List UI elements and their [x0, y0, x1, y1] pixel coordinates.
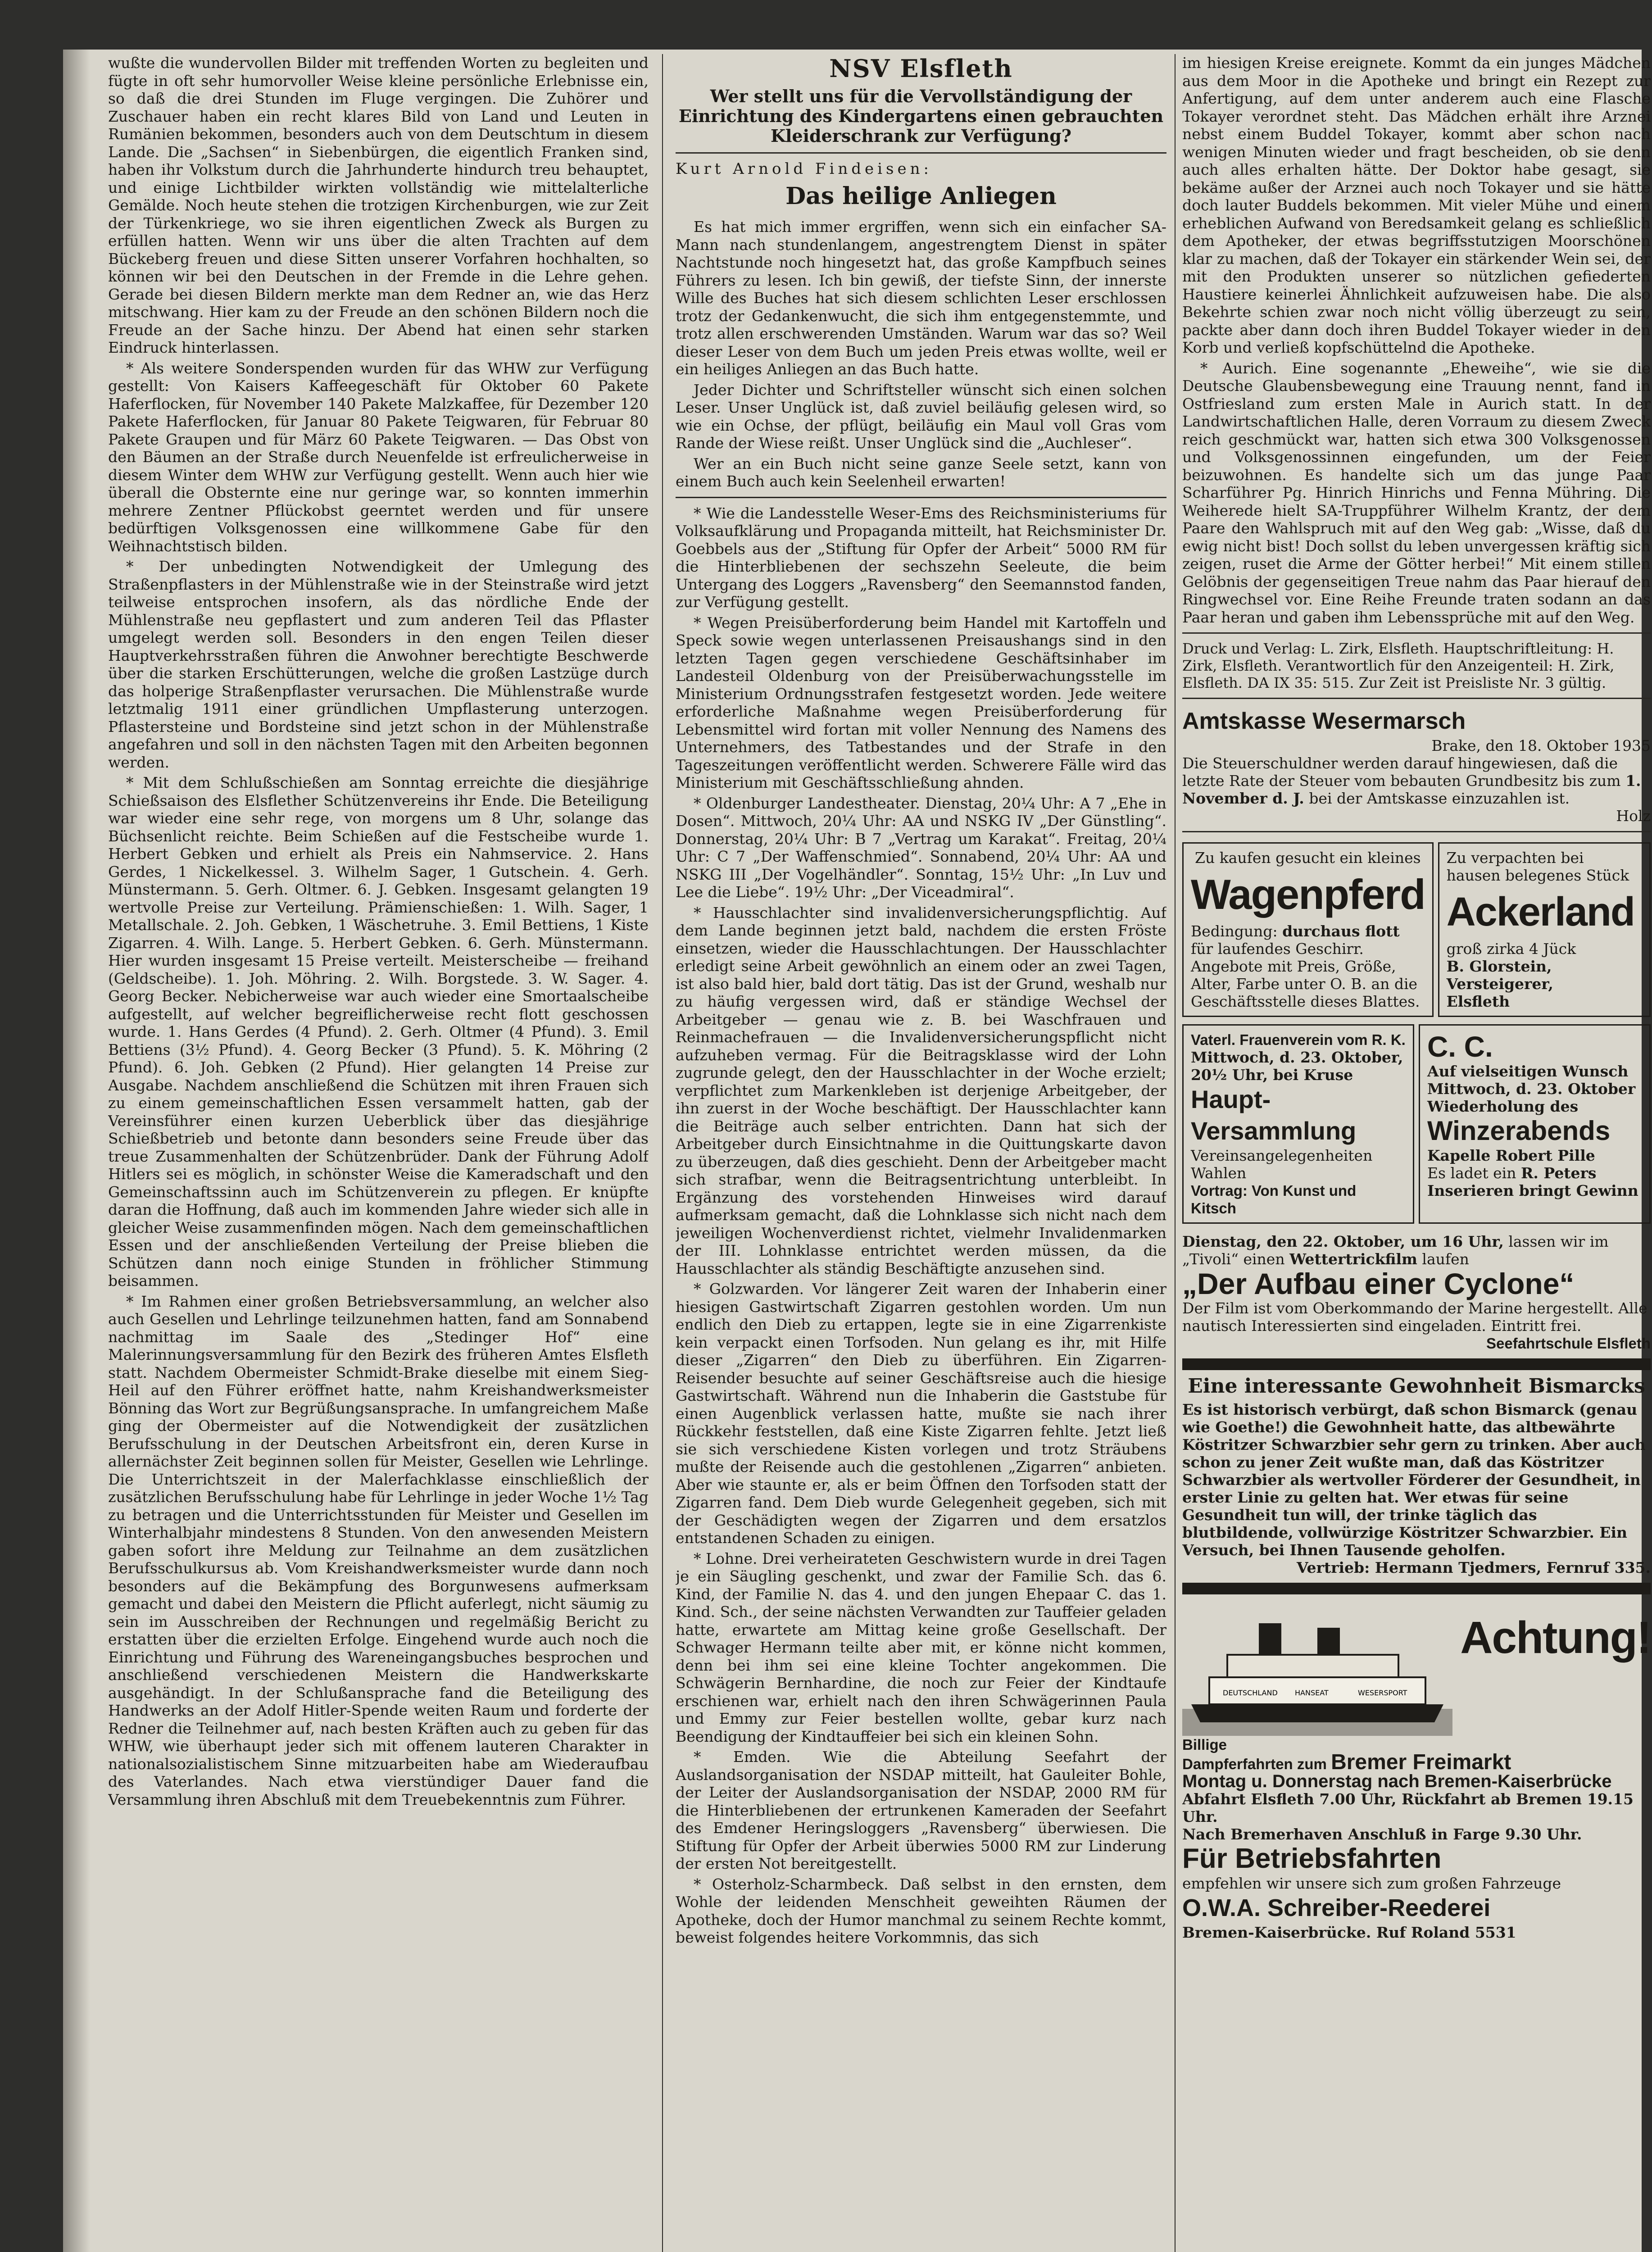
ad-wagenpferd: Zu kaufen gesucht ein kleines Wagenpferd Bedingung: durchaus flott für laufendes Geschirr. Angebote mit Preis, Größe, Alter, Farbe unter O. B. an die Geschäftsstelle dieses Blattes. — [1182, 842, 1434, 1017]
article-painters-guild: * Im Rahmen einer großen Betriebsversammlung, an welcher also auch Gesellen und Lehrlinge teilzunehmen hatten, fand am Sonnabend nachmittag im Saale des „Stedinger Hof“ eine Malerinnungsversammlung für den Bezirk des früheren Amtes Elsfleth statt. Nachdem Obermeister Schmidt-Brake dieselbe mit einem Sieg-Heil auf den Führer eröffnet hatte, nahm Kreishandwerksmeister Bönning das Wort zur Begrüßungsansprache. In umfangreichem Maße ging der Obermeister auf die Notwendigkeit der zusätzlichen Berufsschulung in der Deutschen Arbeitsfront ein, deren Kurse in allernächster Zeit beginnen sollen für Meister, Gesellen wie Lehrlinge. Die Unterrichtszeit in der Malerfachklasse einschließlich der zusätzlichen Berufsschulung habe für Lehrlinge in jeder Woche 1½ Tag zu betragen und die Unterrichtsstunden für Meister und Gesellen im Winterhalbjahr mindestens 8 Stunden. Von den anwesenden Meistern gaben sofort ihre Meldung zur Teilnahme an dem zusätzlichen Berufsschulkursus ab. Vom Kreishandwerksmeister wurde dann noch besonders auf die Bekämpfung des Borgunwesens aufmerksam gemacht und dabei den Meistern die Pflicht auferlegt, nicht säumig zu sein im Ausschreiben der Rechnungen und regelmäßig Bericht zu erstatten über die erzielten Erfolge. Eingehend wurde auch noch die Einrichtung und Führung des Wareneingangsbuches besprochen und anschließend verschiedenen Meistern die Handwerkskarte ausgehändigt. In der Schlußansprache fand die Beteiligung des Handwerks an der Adolf Hitler-Spende weiten Raum und forderte der Redner die Teilnehmer auf, nach besten Kräften auch zu geben für das WHW, wie überhaupt jeder sich mit offenem lauteren Charakter in nationalsozialistischem Sinne mitzuarbeiten habe am Wiederaufbau des Vaterlandes. Nach etwa vierstündiger Dauer fand die Versammlung ihren Abschluß mit dem Treuebekenntnis zum Führer. — [108, 1292, 649, 1808]
notice-date: Brake, den 18. Oktober 1935 — [1431, 737, 1651, 754]
news-golzwarden: * Golzwarden. Vor längerer Zeit waren der Inhaberin einer hiesigen Gastwirtschaft Zigarren gestohlen worden. Um nun endlich den Dieb zu ertappen, legte sie in eine Zigarrenkiste kein verpackt einen Torfsoden. Nun gelang es ihr, mit Hilfe dieser „Zigarren“ den Dieb zu überführen. Ein Zigarren-Reisender besuchte auf seiner Geschäftsreise auch die hiesige Gastwirtschaft. Während nun die Inhaberin die Gaststube für einen Augenblick verlassen hatte, mußte sie nach ihrer Rückkehr feststellen, daß eine Kiste Zigarren fehlte. Jetzt ließ sie sich verschiedene Kisten vorlegen und trotz Sträubens mußte der Reisende auch die gestohlenen „Zigarren“ anbieten. Aber wie staunte er, als er beim Öffnen den Torfsoden statt der Zigarren fand. Dem Dieb wurde Gelegenheit gegeben, sich mit der Geschädigten wegen der Zigarren und dem ersatzlos entstandenen Schaden zu einigen. — [676, 1280, 1166, 1547]
article-whw-donations: * Als weitere Sonderspenden wurden für das WHW zur Verfügung gestellt: Von Kaisers Kaffeegeschäft für Oktober 60 Pakete Haferflocken, für November 140 Pakete Malzkaffee, für Dezember 120 Pakete Haferflocken, für Januar 80 Pakete Teigwaren, für Februar 80 Pakete Graupen und für März 60 Pakete Teigwaren. — Das Obst von den Bäumen an der Straße durch Neuenfelde ist erfreulicherweise in diesem Winter dem WHW zur Verfügung gestellt. Wenn auch hier wie überall die Obsternte eine nur geringe war, so konnten immerhin mehrere Zentner Pflückobst geerntet werden und für unsere bedürftigen Volksgenossen eine willkommene Gabe für den Weihnachtstisch bilden. — [108, 359, 649, 555]
divider — [676, 152, 1166, 154]
ship-name-label: WESERSPORT — [1358, 1689, 1407, 1697]
ad-ackerland-title: Ackerland — [1446, 890, 1634, 935]
divider — [1182, 831, 1651, 832]
ad-freimarkt: Bremer Freimarkt — [1331, 1750, 1511, 1774]
story-paragraph: Wer an ein Buch nicht seine ganze Seele setzt, kann von einem Buch auch kein Seelenheil erwarten! — [676, 454, 1166, 490]
column-rule-1 — [662, 54, 663, 2252]
divider-bar — [1182, 1358, 1651, 1370]
ad-cyclone-title: „Der Aufbau einer Cyclone“ — [1182, 1267, 1575, 1300]
ship-name-label: HANSEAT — [1295, 1689, 1329, 1697]
story-continuation: im hiesigen Kreise ereignete. Kommt da ein junges Mädchen aus dem Moor in die Apotheke und bringt ein Rezept zur Anfertigung, auf dem unter anderem auch eine Flasche Tokayer verordnet steht. Das Mädchen erhält ihre Arznei nebst einem Buddel Tokayer, kommt aber schon nach wenigen Minuten wieder und fragt bescheiden, ob sie denn auch alles erhalten hätte. Der Doktor habe gesagt, sie bekäme außer der Arznei auch noch Tokayer und sie hätte doch lauter Buddels bekommen. Mit vieler Mühe und einem erheblichen Aufwand von Beredsamkeit gelang es schließlich dem Apotheker, der etwas begriffsstutzigen Moorschönen klar zu machen, daß der Tokayer ein stärkender Wein sei, der mit den Produkten unserer so nützlichen gefiederten Haustiere keinerlei Ähnlichkeit aufzuweisen habe. Die also Bekehrte schien zwar noch nicht völlig überzeugt zu sein, packte aber dann doch ihren Buddel Tokayer wieder in den Korb und verließ kopfschüttelnd die Apotheke. — [1182, 54, 1651, 356]
notice-title: Amtskasse Wesermarsch — [1182, 708, 1466, 734]
news-aurich: * Aurich. Eine sogenannte „Eheweihe“, wie sie die Deutsche Glaubensbewegung eine Trauung nennt, fand in Ostfriesland zum ersten Male in Aurich statt. In der Landwirtschaftlichen Halle, deren Vorraum zu diesem Zweck reich geschmückt war, hatten sich etwa 300 Volksgenossen und Volksgenossinnen eingefunden, um der Feier beizuwohnen. Es handelte sich um das junge Paar Scharführer Pg. Hinrich Hinrichs und Fenna Mühring. Die Weiherede hielt SA-Truppführer Wilhelm Krantz, der dem Paare den Wahlspruch mit auf den Weg gab: „Wisse, daß du ewig nicht bist! Doch sollst du leben unvergessen kräftig sich zeigen, ruset die Arme der Götter herbei!“ Mit einem stillen Gelöbnis der gegenseitigen Treue nahm das Paar hierauf den Ringwechsel vor. Eine Reihe Freunde traten sodann an das Paar heran und gaben ihm Lebenssprüche mit auf den Weg. — [1182, 359, 1651, 626]
news-price-control: * Wegen Preisüberforderung beim Handel mit Kartoffeln und Speck sowie wegen unterlassenen Preisaushangs sind in den letzten Tagen gegen verschiedene Geschäftsinhaber im Landesteil Oldenburg von der Preisüberwachungsstelle im Ministerium Ordnungsstrafen festgesetzt worden. Jede weitere erforderliche Maßnahme wegen Preisüberforderung für Lebensmittel wird fortan mit voller Nennung des Namens des Unternehmers, des Tatbestandes und der Strafe in den Tageszeitungen veröffentlicht werden. Schwerere Fälle wird das Ministerium mit Geschäftsschließung ahnden. — [676, 613, 1166, 791]
ad-reederei-name: O.W.A. Schreiber-Reederei — [1182, 1894, 1491, 1921]
divider — [1182, 698, 1651, 699]
news-goebbels-donation: * Wie die Landesstelle Weser-Ems des Reichsministeriums für Volksaufklärung und Propaganda mitteilt, hat Reichsminister Dr. Goebbels aus der „Stiftung für Opfer der Arbeit“ 5000 RM für die Hinterbliebenen der sechszehn Seeleute, die beim Untergang des Loggers „Ravensberg“ den Seemannstod fanden, zur Verfügung gestellt. — [676, 504, 1166, 611]
news-emden: * Emden. Wie die Abteilung Seefahrt der Auslandsorganisation der NSDAP mitteilt, hat Gauleiter Bohle, der Leiter der Auslandsorganisation der NSDAP, 2000 RM für die Hinterbliebenen der ertrunkenen Kameraden der Seefahrt des Emdener Heringsloggers „Ravensberg“ überwiesen. Die Stiftung für Opfer der Arbeit überwies 5000 RM zur Linderung der ersten Not bereitgestellt. — [676, 1748, 1166, 1872]
divider-bar — [1182, 1583, 1651, 1594]
news-lohne: * Lohne. Drei verheirateten Geschwistern wurde in drei Tagen je ein Säugling geschenkt, und zwar der Familie Sch. das 6. Kind, der Familie N. das 4. und den jungen Ehepaar C. das 1. Kind. Sch., der seine nächsten Verwandten zur Tauffeier geladen hatte, erwartete am Mittag keine große Gesellschaft. Der Schwager Hermann teilte aber mit, er könne nicht kommen, denn bei ihm sei eine kleine Tochter angekommen. Die Schwägerin Bernhardine, die noch zur Feier der Kindtaufe erschienen war, erhielt nach den ihren Schwägerinnen Paula und Emmy zur Feier bestellen wollte, gebar kurz nach Beendigung der Kindtauffeier bei sich ein kleinen Sohn. — [676, 1549, 1166, 1745]
notice-text: Die Steuerschuldner werden darauf hingewiesen, daß die letzte Rate der Steuer vom bebauten Grundbesitz bis zum 1. November d. J. bei der Amtskasse einzuzahlen ist. — [1182, 754, 1641, 807]
news-osterholz: * Osterholz-Scharmbeck. Daß selbst in den ernsten, dem Wohle der leidenden Menschheit geweihten Räumen der Apotheke, doch der Humor manchmal zu seinem Rechte kommt, beweist folgendes heitere Vorkommnis, das sich — [676, 1875, 1166, 1946]
divider — [676, 497, 1166, 498]
notice-amtskasse — [1182, 705, 1651, 825]
ad-schreiber-reederei: DEUTSCHLAND HANSEAT WESERSPORT Achtung! Billige Dampferfahrten zum Bremer Freimarkt Montag u. Donnerstag nach Bremen-Kaiserbrücke Abfahrt Elsfleth 7.00 Uhr, Rückfahrt ab Bremen 19.15 Uhr. Nach Bremerhaven Anschluß in Farge 9.30 Uhr. Für Betriebsfahrten empfehlen wir unsere sich zum großen Fahrzeuge O.W.A. Schreiber-Reederei Bremen-Kaiserbrücke. Ruf Roland 5531 — [1182, 1601, 1651, 1941]
ads-row-2 — [1182, 1021, 1651, 1227]
nsv-heading: NSV Elsfleth — [829, 54, 1013, 83]
ad-winzerabend-title: Winzerabends — [1427, 1116, 1611, 1146]
story-paragraph: Jeder Dichter und Schriftsteller wünscht sich einen solchen Leser. Unser Unglück ist, daß zuviel beiläufig gelesen wird, so wie ein Ochse, der pflügt, beiläufig ein Maul voll Gras vom Rande der Wiese reißt. Unser Unglück sind die „Auchleser“. — [676, 381, 1166, 452]
story-paragraph: Es hat mich immer ergriffen, wenn sich ein einfacher SA-Mann nach stundenlangem, angestrengtem Dienst in später Nachtstunde noch hingesetzt hat, das große Kampfbuch seines Führers zu lesen. Ich bin gewiß, der tiefste Sinn, der innerste Wille des Buches hat sich diesem schlichten Leser erschlossen trotz der Gedankenwucht, die sich ihm entgegenstemmte, und trotz allen erschwerenden Umständen. Warum war das so? Weil dieser Leser von dem Buch um jeden Preis etwas wollte, weil er ein heiliges Anliegen an das Buch hatte. — [676, 218, 1166, 378]
news-butchers-insurance: * Hausschlachter sind invalidenversicherungspflichtig. Auf dem Lande beginnen jetzt bald, nachdem die ersten Fröste einsetzen, wieder die Hausschlachtungen. Der Hausschlachter erledigt seine Arbeit gewöhnlich an einem oder an zwei Tagen, ist also bald hier, bald dort tätig. Das ist der Grund, weshalb nur zu häufig vergessen wird, daß er ständige Wechsel der Arbeitgeber — genau wie z. B. bei Waschfrauen und Reinmachefrauen — die Invalidenversicherungspflicht nicht aufzuheben vermag. Für die Beitragsklasse wird der Lohn zugrunde gelegt, den der Hausschlachter in der Woche erzielt; verpflichtet zum Markenkleben ist derjenige Arbeitgeber, der ihn zuerst in der Woche beschäftigt. Der Hausschlachter kann die Beiträge auch selber entrichten. Dann hat sich der Arbeitgeber durch Einsichtnahme in die Quittungskarte davon zu überzeugen, daß dies geschieht. Denn der Arbeitgeber macht sich strafbar, wenn die Beitragsentrichtung unterbleibt. In Ergänzung des vorstehenden Hinweises wird darauf aufmerksam gemacht, daß die Lohnklasse sich nicht nach dem jeweiligen Wochenverdienst richtet, vielmehr Invalidenmarken der III. Lohnklasse entrichtet werden müssen, da die Hausschlachter als ständig Beschäftigte anzusehen sind. — [676, 904, 1166, 1277]
news-theater-program: * Oldenburger Landestheater. Dienstag, 20¼ Uhr: A 7 „Ehe in Dosen“. Mittwoch, 20¼ Uhr: AA und NSKG IV „Der Günstling“. Donnerstag, 20¼ Uhr: B 7 „Vertrag um Karakat“. Freitag, 20¼ Uhr: C 7 „Der Waffenschmied“. Sonnabend, 20¼ Uhr: AA und NSKG III „Der Vogelhändler“. Sonntag, 15½ Uhr: „In Luv und Lee die Liebe“. 19½ Uhr: „Der Viceadmiral“. — [676, 794, 1166, 901]
nsv-appeal: Wer stellt uns für die Vervollständigung der Einrichtung des Kindergartens einen gebrauchten Kleiderschrank zur Verfügung? — [678, 86, 1164, 146]
column-left — [108, 54, 649, 1811]
article-slideshow-end: wußte die wundervollen Bilder mit treffenden Worten zu begleiten und fügte in oft sehr humorvoller Weise kleine persönliche Erlebnisse ein, so daß die drei Stunden im Fluge vergingen. Die Zuhörer und Zuschauer haben ein recht klares Bild von Land und Leuten in Rumänien bekommen, besonders auch von dem Deutschtum in diesem Lande. Die „Sachsen“ in Siebenbürgen, die eigentlich Franken sind, haben ihr Volkstum durch die Jahrhunderte hindurch treu behauptet, und einige Lichtbilder wirkten vollständig wie mittelalterliche Gemälde. Noch heute stehen die trotzigen Kirchenburgen, wie zur Zeit der Türkenkriege, wo sie ihren eigentlichen Zweck als Burgen zu erfüllen hatten. Wenn wir uns über die alten Trachten auf dem Bückeberg freuen und diese Sitten unserer Vorfahren hochhalten, so können wir bei den Deutschen in der Fremde in die Lehre gehen. Gerade bei diesen Bildern merkte man dem Redner an, wie das Herz mitschwang. Hier kam zu der Freude an den schönen Bildern noch die Freude an der Sache hinzu. Der Abend hat einen sehr starken Eindruck hinterlassen. — [108, 54, 649, 356]
ads-row-1 — [1182, 839, 1651, 1021]
story-title: Das heilige Anliegen — [785, 182, 1057, 210]
ad-frauenverein-title: Haupt-Versammlung — [1191, 1085, 1357, 1145]
ad-frauenverein: Vaterl. Frauenverein vom R. K. Mittwoch, d. 23. Oktober, 20½ Uhr, bei Kruse Haupt-Versammlung Vereinsangelegenheiten Wahlen Vortrag: Von Kunst und Kitsch — [1182, 1024, 1414, 1224]
column-right — [1182, 54, 1651, 1941]
page-edge-shadow — [63, 50, 90, 2252]
notice-deadline: 1. November d. J. — [1182, 772, 1641, 807]
ad-wagenpferd-title: Wagenpferd — [1191, 871, 1425, 918]
article-shooting-club: * Mit dem Schlußschießen am Sonntag erreichte die diesjährige Schießsaison des Elsflether Schützenvereins ihr Ende. Die Beteiligung war wieder eine sehr rege, von morgens um 8 Uhr, solange das Büchsenlicht reichte. Beim Schießen auf die Festscheibe wurde 1. Herbert Gebken und erhielt als Preis ein Nahmservice. 2. Hans Gerdes, 1 Nickelkessel. 3. Wilhelm Sager, 1 Gutschein. 4. Gerh. Münstermann. 5. Gerh. Oltmer. 6. J. Gebken. Insgesamt gelangten 19 wertvolle Preise zur Verteilung. Prämienschießen: 1. Wilh. Sager, 1 Metallschale. 2. Joh. Gebken, 1 Wäschetruhe. 3. Emil Bettiens, 1 Kiste Zigarren. 4. Wilh. Lange. 5. Herbert Gebken. 6. Gerh. Münstermann. Hier wurden insgesamt 15 Preise verteilt. Meisterscheibe — freihand (Geldscheibe). 1. Joh. Möhring. 2. Wilh. Borgstede. 3. W. Sager. 4. Georg Becker. Nebicherweise war auch wieder eine Smortaalscheibe aufgestellt, auf welcher begreiflicherweise recht flott geschossen wurde. 1. Hans Gerdes (4 Pfund). 2. Gerh. Oltmer (4 Pfund). 3. Emil Bettiens (3½ Pfund). 4. Georg Becker (3 Pfund). 5. K. Möhring (2 Pfund). 6. Joh. Gebken (2 Pfund). Hier gelangten 14 Preise zur Ausgabe. Nachdem anschließend die Schützen mit ihren Frauen sich zu einem gemeinschaftlichen Essen versammelt hatten, gab der Vereinsführer einen kurzen Ueberblick über das diesjährige Schießbetrieb und betonte dann besonders seine Freude über das treue Zusammenhalten der Schützenbrüder. Dank der Führung Adolf Hitlers sei es möglich, in schönster Weise die Kameradschaft und den Gemeinschaftssinn auch im Schützenverein zu pflegen. Er knüpfte daran die Hoffnung, daß auch im kommenden Jahre wieder sich alle in gleicher Weise zusammenfinden mögen. Nach dem gemeinschaftlichen Essen und der anschließenden Verteilung der Preise blieben die Schützen dann noch einige Stunden in fröhlicher Stimmung beisammen. — [108, 774, 649, 1289]
column-middle — [676, 54, 1166, 1949]
divider — [1182, 632, 1651, 634]
notice-signature: Holz — [1616, 807, 1651, 825]
ad-betriebsfahrten: Für Betriebsfahrten — [1182, 1843, 1442, 1874]
ad-koestritzer: Eine interessante Gewohnheit Bismarcks Es ist historisch verbürgt, daß schon Bismarck (genau wie Goethe!) die Gewohnheit hatte, das altbewährte Köstritzer Schwarzbier sehr gern zu trinken. Aber auch schon zu jener Zeit wußte man, daß das Köstritzer Schwarzbier als wertvoller Förderer der Gesundheit, in erster Linie zu gelten hat. Wer etwas für seine Gesundheit tun will, der trinke täglich das blutbildende, vollwürzige Köstritzer Schwarzbier. Ein Versuch, bei Ihnen Tausende geholfen. Vertrieb: Hermann Tjedmers, Fernruf 335. — [1182, 1375, 1651, 1576]
ad-koestritzer-title: Eine interessante Gewohnheit Bismarcks — [1188, 1375, 1645, 1398]
imprint: Druck und Verlag: L. Zirk, Elsfleth. Hauptschriftleitung: H. Zirk, Elsfleth. Verantwortlich für den Anzeigenteil: H. Zirk, Elsfleth. DA IX 35: 515. Zur Zeit ist Preisliste Nr. 3 gültig. — [1182, 640, 1615, 691]
ad-ackerland: Zu verpachten bei hausen belegenes Stück Ackerland groß zirka 4 Jück B. Glorstein, Versteigerer, Elsfleth — [1438, 842, 1651, 1017]
article-street-paving: * Der unbedingten Notwendigkeit der Umlegung des Straßenpflasters in der Mühlenstraße wie in der Steinstraße wird jetzt teilweise entsprochen insofern, als das nördliche Ende der Mühlenstraße neu gepflastert und zum anderen Teil das Pflaster umgelegt werden soll. Besonders in den engen Teilen dieser Hauptverkehrsstraßen führen die Anwohner berechtigte Beschwerde über die starken Erschütterungen, welche die großen Lastzüge durch das holperige Straßenpflaster verursachen. Die Mühlenstraße wurde letztmalig 1911 einer gründlichen Umpflasterung unterzogen. Pflastersteine und Bordsteine sind jetzt schon in der Mühlenstraße angefahren und soll in den nächsten Tagen mit den Arbeiten begonnen werden. — [108, 558, 649, 771]
ship-name-label: DEUTSCHLAND — [1223, 1689, 1278, 1697]
ad-achtung: Achtung! — [1460, 1612, 1651, 1663]
story-author: Kurt Arnold Findeisen: — [676, 160, 932, 178]
ad-cyclone-film: Dienstag, den 22. Oktober, um 16 Uhr, lassen wir im „Tivoli“ einen Wettertrickfilm laufen „Der Aufbau einer Cyclone“ Der Film ist vom Oberkommando der Marine hergestellt. Alle nautisch Interessierten sind eingeladen. Eintritt frei. Seefahrtschule Elsfleth — [1182, 1233, 1651, 1352]
ad-winzerabend: C. C. Auf vielseitigen Wunsch Mittwoch, d. 23. Oktober Wiederholung des Winzerabends Kapelle Robert Pille Es ladet ein R. Peters Inserieren bringt Gewinn — [1419, 1024, 1651, 1224]
